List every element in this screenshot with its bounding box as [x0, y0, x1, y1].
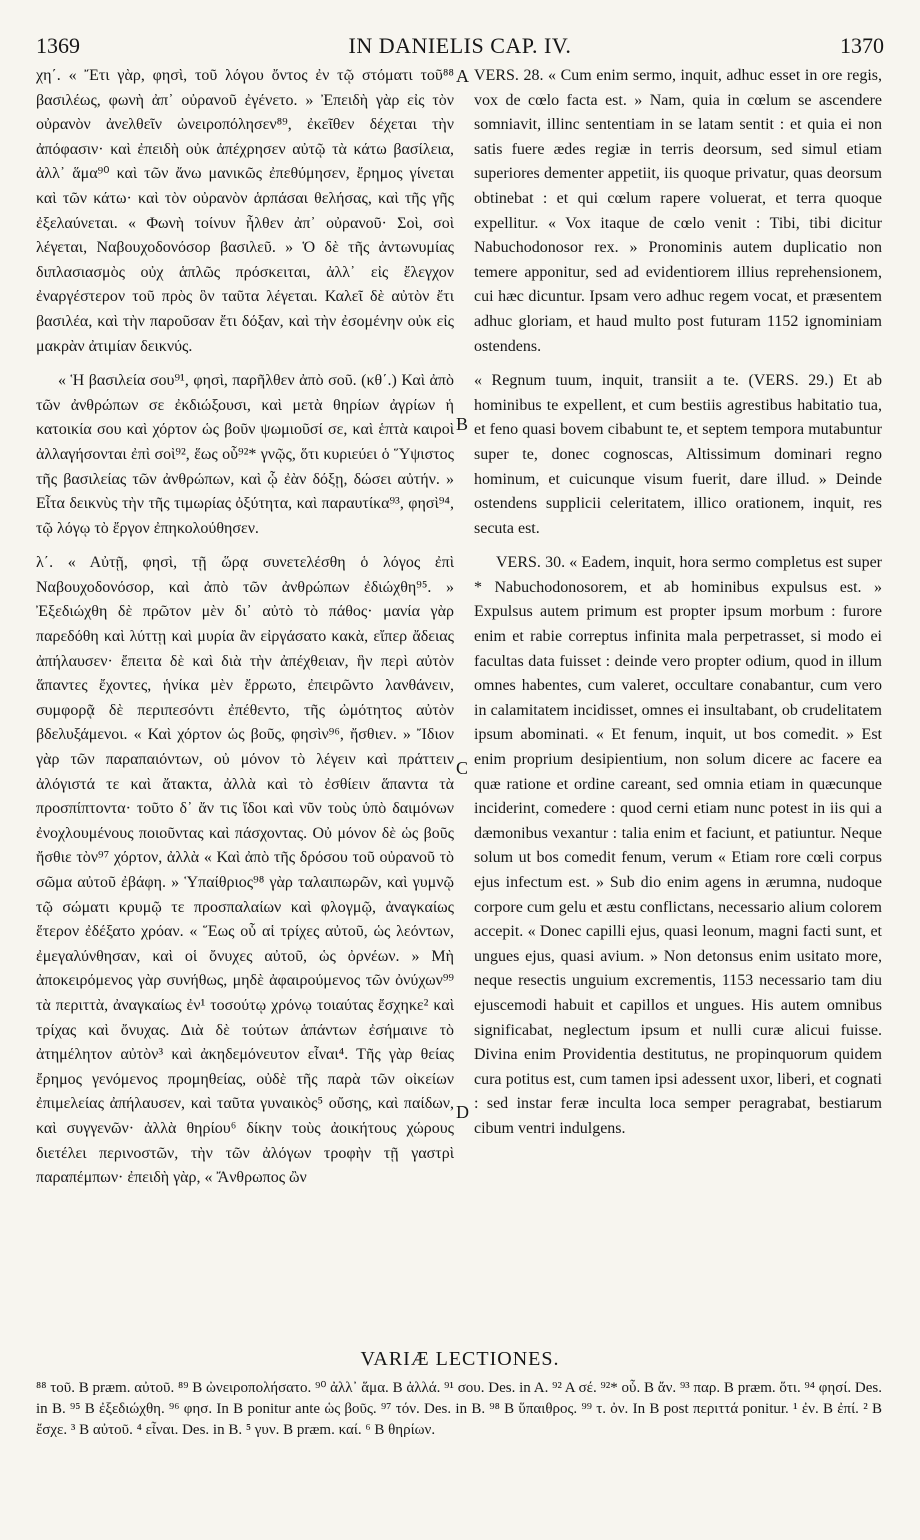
latin-paragraph-3: VERS. 30. « Eadem, inquit, hora sermo completus est super * Nabuchodonosorem, et ab hominibus expulsus est. » Expulsus autem primum est propter ipsum morbum : furore enim et rabie correptus infinita mala perpetrasset, si modo ei facultas data fuisset : deinde vero propter odium, quod in illum omnes habentes, cum valeret, occultare conabantur, cum vero in calamitatem incidisset, omnes ei insultabant, ob crudelitatem ipsum abominati. « Et fenum, inquit, ut bos comedit. » Est enim proprium desipientium, non solum dicere ac facere ea quæ ratione et ordine careant, sed omnia etiam in quæcunque inciderint, comedere : quod cerni etiam nunc potest in iis qui a dæmonibus vexantur : talia enim et faciunt, et patiuntur. Neque solum ut bos comedit fenum, verum « Etiam rore cœli corpus ejus infectum est. » Sub dio enim agens in ærumna, nudoque corpore cum gelu et æstu conflictans, necessario alium colorem accepit. « Donec capilli ejus, quasi leonum, magni facti sunt, et ungues ejus, quasi avium. » Non detonsus enim usitato more, neque resectis unguium excrementis, 1153 necessario tam diu ejuscemodi habuit et capillos et ungues. His autem omnibus significabat, neglectum ipsum et nulli curæ alicui fuisse. Divina enim Providentia destitutus, ne propinquorum quidem cura potitus est, cum tamen ipsi adessent uxor, liberi, et cognati : sed instar feræ inculta loca semper peragrabat, bestiarum cibum ventri indulgens. — [474, 554, 882, 1137]
margin-marker-b: B — [456, 414, 469, 434]
variant-readings-text: ⁸⁸ τοῦ. B præm. αὐτοῦ. ⁸⁹ B ὠνειροπολήσατο. ⁹⁰ ἀλλ᾽ ἅμα. B ἀλλά. ⁹¹ σου. Des. in A. ⁹² A σέ. ⁹²* οὗ. B ἄν. ⁹³ παρ. B præm. ὅτι. ⁹⁴ φησί. Des. in B. ⁹⁵ B ἐξεδιώχθη. ⁹⁶ φησ. In B ponitur ante ὡς βοῦς. ⁹⁷ τόν. Des. in B. ⁹⁸ B ὕπαιθρος. ⁹⁹ τ. ὀν. In B post περιττά ponitur. ¹ ἐν. B ἐπί. ² B ἔσχε. ³ B αὐτοῦ. ⁴ εἶναι. Des. in B. ⁵ γυν. B præm. καί. ⁶ B θηρίων. — [36, 1380, 882, 1438]
margin-marker-a: A — [456, 66, 469, 86]
margin-marker-d: D — [456, 1102, 469, 1122]
greek-paragraph-3: λ΄. « Αὐτῇ, φησὶ, τῇ ὥρᾳ συνετελέσθη ὁ λόγος ἐπὶ Ναβουχοδονόσορ, καὶ ἀπὸ τῶν ἀνθρώπων ἐδιώχθη⁹⁵. » Ἐξεδιώχθη δὲ πρῶτον μὲν δι᾽ αὐτὸ τὸ πάθος· μανία γὰρ παρεδόθη καὶ λύττῃ καὶ μυρία ἂν εἰργάσατο κακὰ, εἴπερ ἄδειας ἀπήλαυσεν· ἔπειτα δὲ καὶ διὰ τὴν ἀπέχθειαν, ἣν περὶ αὐτὸν ἅπαντες ἔχοντες, ἡνίκα μὲν ἔρρωτο, ἐπειρῶντο λανθάνειν, συμφορᾷ δὲ περιπεσόντι ἐπέθεντο, τῆς ὠμότητος αὐτὸν βδελυξάμενοι. « Καὶ χόρτον ὡς βοῦς, φησὶν⁹⁶, ἤσθιεν. » Ἴδιον γὰρ τῶν παραπαιόντων, οὐ μόνον τὸ λέγειν καὶ πράττειν ἀλόγιστά τε καὶ ἄτακτα, ἀλλὰ καὶ τὸ ἐσθίειν ἅπαντα τὰ προσπίπτοντα· τοῦτο δ᾽ ἄν τις ἴδοι καὶ νῦν τοὺς ὑπὸ δαιμόνων ἐνοχλουμένους ποιοῦντας καὶ πάσχοντας. Οὐ μόνον δὲ ὡς βοῦς ἤσθιε τὸν⁹⁷ χόρτον, ἀλλὰ « Καὶ ἀπὸ τῆς δρόσου τοῦ οὐρανοῦ τὸ σῶμα αὐτοῦ ἐβάφη. » Ὑπαίθριος⁹⁸ γὰρ ταλαιπωρῶν, καὶ γυμνῷ τῷ σώματι κρυμῷ τε προσπαλαίων καὶ φλογμῷ, ἀναγκαίως ἕτερον ἐδέξατο χρόαν. « Ἕως οὗ αἱ τρίχες αὐτοῦ, ὡς λεόντων, ἐμεγαλύνθησαν, καὶ οἱ ὄνυχες αὐτοῦ, ὡς ὀρνέων. » Μὴ ἀποκειρόμενος γὰρ συνήθως, μηδὲ ἀφαιρούμενος τῶν ὀνύχων⁹⁹ τὰ περιττὰ, ἀναγκαίως ἐν¹ τοσούτῳ χρόνῳ τοιαύτας ἔσχηκε² καὶ τρίχας καὶ ὄνυχας. Διὰ δὲ τούτων ἁπάντων ἐσήμαινε τὸ ἀτημέλητον αὐτὸν³ καὶ ἀκηδεμόνευτον εἶναι⁴. Τῆς γὰρ θείας ἔρημος γενόμενος προμηθείας, οὐδὲ τῆς παρὰ τῶν οἰκείων ἐπιμελείας ἀπήλαυσεν, καὶ ταῦτα γυναικὸς⁵ οὔσης, καὶ παίδων, καὶ συγγενῶν· ἀλλὰ θηρίου⁶ δίκην τοὺς ἀοικήτους χώρους διετέλει περινοστῶν, τὴν τῶν ἀλόγων τροφὴν τῇ γαστρὶ παραπέμπων· ἐπειδὴ γὰρ, « Ἄνθρωπος ὢν — [36, 554, 454, 1187]
latin-column — [474, 64, 882, 1142]
running-title: IN DANIELIS CAP. IV. — [348, 33, 572, 58]
variant-readings — [36, 1378, 882, 1441]
latin-paragraph-1: VERS. 28. « Cum enim sermo, inquit, adhuc esset in ore regis, vox de cœlo facta est. » Nam, quia in cœlum se ascendere somniavit, illinc sententiam in se latam sentit : et quia ei non satis fuere ædes regiæ in terris deorsum, sed simul etiam superiores dementer appetiit, iis quoque privatur, quas deorsum obtinebat : et qui cœlum rapere voluerat, et terra quoque expellitur. « Vox itaque de cœlo venit : Tibi, tibi dicitur Nabuchodonosor rex. » Pronominis autem duplicatio non temere apponitur, sed ad evidentiorem illius reprehensionem, cui hæc dicuntur. Ipsam vero adhuc regem vocat, et præsentem adhuc gloriam, et haud multo post futuram 1152 ignominiam ostendens. — [474, 67, 882, 355]
page-number-left: 1369 — [36, 33, 80, 58]
page-header — [36, 28, 884, 64]
page-number-right: 1370 — [839, 33, 884, 58]
margin-marker-c: C — [456, 758, 469, 778]
latin-paragraph-2: « Regnum tuum, inquit, transiit a te. (VERS. 29.) Et ab hominibus te expellent, et cum bestiis agrestibus habitatio tua, et feno quasi bovem cibabunt te, et septem tempora mutabuntur super te, donec cognoscas, Altissimum dominari regno hominum, et cuicunque visum fuerit, dare illud. » Deinde ostendens supplicii celeritatem, illico orationem, inquit, res secuta est. — [474, 372, 882, 537]
greek-column — [36, 64, 454, 1191]
notes-title: VARIÆ LECTIONES. — [360, 1348, 560, 1370]
greek-paragraph-2: « Ἡ βασιλεία σου⁹¹, φησὶ, παρῆλθεν ἀπὸ σοῦ. (κθ΄.) Καὶ ἀπὸ τῶν ἀνθρώπων σε ἐκδιώξουσι, καὶ μετὰ θηρίων ἀγρίων ἡ κατοικία σου καὶ χόρτον ὡς βοῦν ψωμιοῦσί σε, καὶ ἑπτὰ καιροὶ ἀλλαγήσονται ἐπὶ σοὶ⁹², ἕως οὗ⁹²* γνῷς, ὅτι κυριεύει ὁ Ὕψιστος τῆς βασιλείας τῶν ἀνθρώπων, καὶ ᾧ ἐὰν δόξῃ, δώσει αὐτήν. » Εἶτα δεικνὺς τὴν τῆς τιμωρίας ὀξύτητα, καὶ παραυτίκα⁹³, φησὶ⁹⁴, τῷ λόγῳ τὸ ἔργον ἐπηκολούθησεν. — [36, 372, 454, 537]
greek-paragraph-1: χη΄. « Ἔτι γὰρ, φησὶ, τοῦ λόγου ὄντος ἐν τῷ στόματι τοῦ⁸⁸ βασιλέως, φωνὴ ἀπ᾽ οὐρανοῦ ἐγένετο. » Ἐπειδὴ γὰρ εἰς τὸν οὐρανὸν ἀνελθεῖν ὠνειροπόλησεν⁸⁹, ἐκεῖθεν δέχεται τὴν ἀπόφασιν· καὶ ἐπειδὴ οὐκ ἀπέχρησεν αὐτῷ τὰ κάτω βασίλεια, ἀλλ᾽ ἅμα⁹⁰ καὶ τῶν ἄνω μανικῶς ἐπεθύμησεν, ἔρημος γίνεται καὶ τῶν κάτω· καὶ τὸν οὐρανὸν ἁρπάσαι θελήσας, καὶ τῆς γῆς ἐξελαύνεται. « Φωνὴ τοίνυν ἦλθεν ἀπ᾽ οὐρανοῦ· Σοὶ, σοὶ λέγεται, Ναβουχοδονόσορ βασιλεῦ. » Ὁ δὲ τῆς ἀντωνυμίας διπλασιασμὸς οὐχ ἁπλῶς πρόσκειται, ἀλλ᾽ εἰς ἔλεγχον ἐναργέστερον τοῦ πρὸς ὃν ταῦτα λέγεται. Καλεῖ δὲ αὐτὸν ἔτι βασιλέα, καὶ τὴν παροῦσαν ἔτι δόξαν, καὶ τὴν ἐσομένην οὐκ εἰς μακρὰν ἀτιμίαν δεικνύς. — [36, 67, 454, 355]
